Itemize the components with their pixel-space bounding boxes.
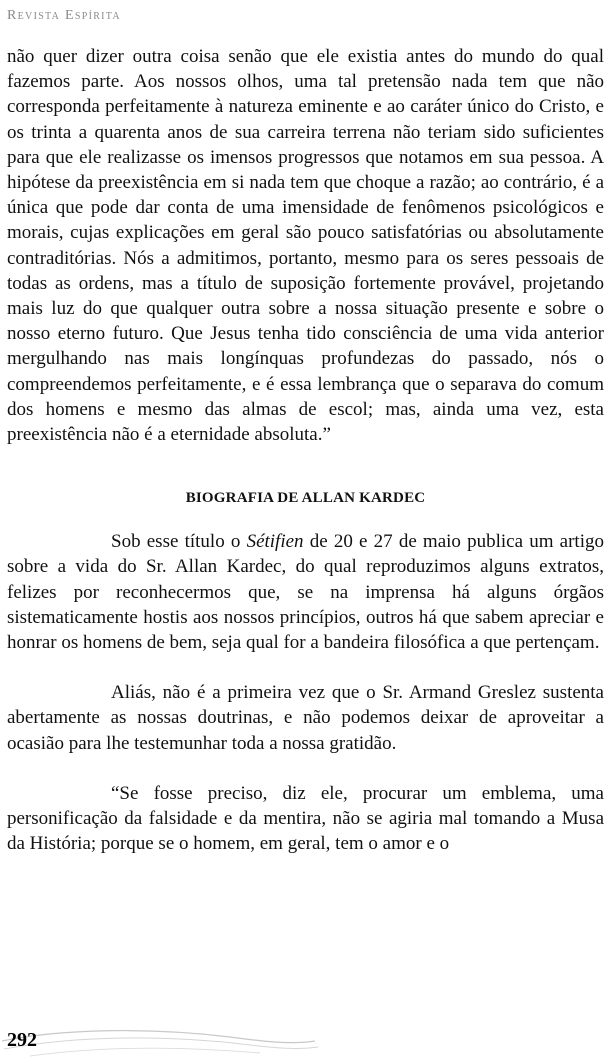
section-heading: BIOGRAFIA DE ALLAN KARDEC (185, 490, 426, 507)
paragraph-setifien-rest: de 20 e 27 de maio publica um artigo sobre a vida do Sr. Allan Kardec, do qual reproduzimos alguns extratos, felizes por reconhecermos que, se na imprensa há alguns órgãos sistematicamente hostis aos nossos princípios, outros há que sabem apreciar e honrar os homens de bem, seja qual for a bandeira filosófica a que pertençam. (7, 531, 604, 654)
decorative-swoosh-icon (0, 1019, 320, 1059)
paragraph-gap (7, 756, 604, 781)
running-header: Revista Espírita (7, 8, 121, 23)
paragraph-gap (7, 655, 604, 680)
paragraph-emblem-quote: “Se fosse preciso, diz ele, procurar um emblema, uma personificação da falsidade e da mentira, não se agiria mal tomando a Musa da História; porque se o homem, em geral, tem o amor e o (7, 782, 604, 855)
paragraph-greslez: Aliás, não é a primeira vez que o Sr. Armand Greslez sustenta abertamente as nossas doutrinas, e não podemos deixar de aproveitar a ocasião para lhe testemunhar toda a nossa gratidão. (7, 682, 604, 754)
page-footer (0, 1019, 611, 1059)
paragraph-quote-end: não quer dizer outra coisa senão que ele existia antes do mundo do qual fazemos parte. Aos nossos olhos, uma tal pretensão nada tem que não corresponda perfeitamente à natureza eminente e ao caráter único do Cristo, e os trinta a quarenta anos de sua carreira terrena não teriam sido suficientes para que ele realizasse os imensos progressos que notamos em sua pessoa. A hipótese da preexistência em si nada tem que choque a razão; ao contrário, é a única que pode dar conta de uma imensidade de fenômenos psicológicos e morais, cujas explicações em geral são pouco satisfatórias ou absolutamente contraditórias. Nós a admitimos, portanto, mesmo para os seres pessoais de todas as ordens, mas a título de suposição fortemente provável, projetando mais luz do que qualquer outra sobre a nossa situação presente e sobre o nosso eterno futuro. Que Jesus tenha tido consciência de uma vida anterior mergulhando nas mais longínquas profundezas do passado, nós o compreendemos perfeitamente, e é essa lembrança que o separava do comum dos homens e mesmo das almas de escol; mas, ainda uma vez, esta preexistência não é a eternidade absoluta.” (7, 46, 604, 446)
paragraph-setifien-lead: Sob esse título o (111, 531, 247, 553)
paragraph-setifien (7, 529, 604, 655)
newspaper-title: Sétifien (246, 531, 304, 553)
page-body (7, 44, 604, 856)
page-number: 292 (7, 1029, 37, 1051)
